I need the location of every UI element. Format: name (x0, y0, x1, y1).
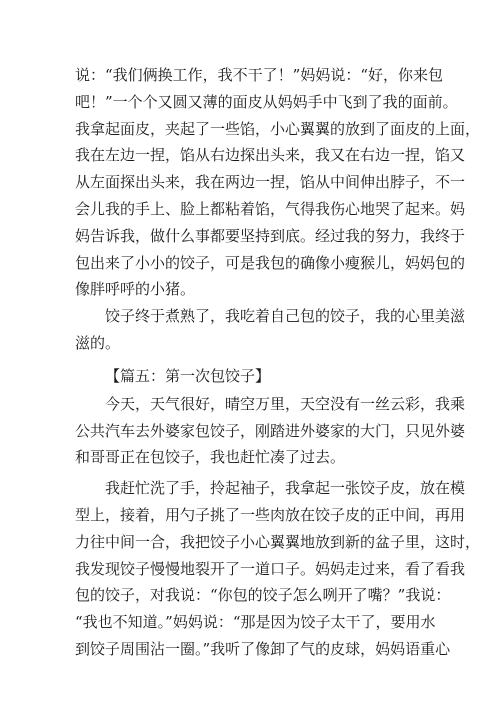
document-page (75, 62, 481, 663)
text-line: 到饺子周围沾一圈。”我听了像卸了气的皮球，妈妈语重心 (75, 639, 451, 658)
text-line: 从左面探出头来，我在两边一捏，馅从中间伸出脖子，不一 (75, 173, 466, 192)
text-line: 像胖呼呼的小猪。 (75, 280, 196, 299)
text-line: 饺子终于煮熟了，我吃着自己包的饺子，我的心里美滋 (105, 307, 466, 326)
text-line: 我赶忙洗了手，拎起袖子，我拿起一张饺子皮，放在模 (105, 479, 466, 498)
text-line: 和哥哥正在包饺子，我也赶忙凑了过去。 (75, 448, 346, 467)
text-line: 我发现饺子慢慢地裂开了一道口子。妈妈走过来，看了看我 (75, 559, 466, 578)
text-line: 公共汽车去外婆家包饺子，刚踏进外婆家的大门，只见外婆 (75, 421, 466, 440)
text-line: 力往中间一合，我把饺子小心翼翼地放到新的盆子里，这时， (75, 532, 481, 551)
section-heading: 【篇五：第一次包饺子】 (105, 366, 271, 385)
text-line: 我拿起面皮，夹起了一些馅，小心翼翼的放到了面皮的上面， (75, 119, 481, 138)
text-line: 会儿我的手上、脸上都粘着馅，气得我伤心地哭了起来。妈 (75, 199, 466, 218)
paragraph-3 (75, 391, 466, 471)
text-line: 型上，接着，用勺子挑了一些肉放在饺子皮的正中间，再用 (75, 505, 466, 524)
paragraph-2 (75, 303, 466, 357)
text-line: 说：“我们俩换工作，我不干了！”妈妈说：“好，你来包 (75, 66, 444, 84)
text-line: 包的饺子，对我说：“你包的饺子怎么咧开了嘴？”我说： (75, 586, 451, 605)
text-line: 滋的。 (75, 333, 121, 352)
text-line: 包出来了小小的饺子，可是我包的确像小瘦猴儿，妈妈包的 (75, 253, 466, 272)
text-line: “我也不知道。”妈妈说：“那是因为饺子太干了，要用水 (75, 613, 436, 632)
paragraph-4 (75, 475, 481, 663)
paragraph-1 (75, 62, 481, 303)
text-line: 妈告诉我，做什么事都要坚持到底。经过我的努力，我终于 (75, 226, 466, 245)
text-line: 吧！”一个个又圆又薄的面皮从妈妈手中飞到了我的面前。 (75, 92, 458, 111)
text-line: 我在左边一捏，馅从右边探出头来，我又在右边一捏，馅又 (75, 146, 466, 165)
text-line: 今天，天气很好，晴空万里，天空没有一丝云彩，我乘 (105, 394, 466, 413)
